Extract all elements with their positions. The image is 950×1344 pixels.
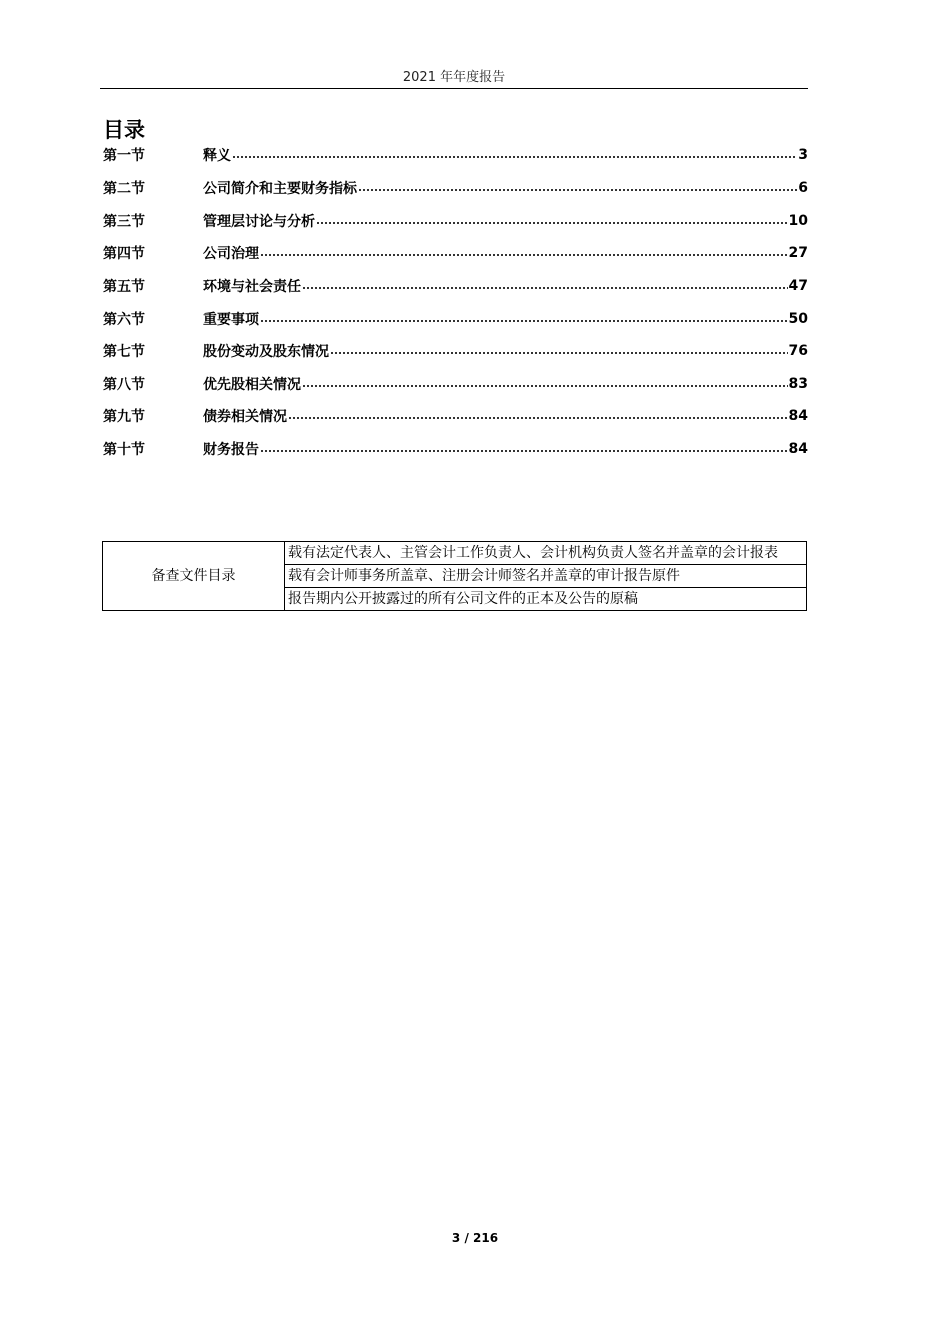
toc-section-number: 第一节 (103, 148, 145, 164)
toc-title: 目录 (103, 118, 145, 142)
toc-section-label: 环境与社会责任 (203, 279, 301, 295)
toc-entry-10[interactable] (103, 436, 808, 462)
toc-entry-2[interactable] (103, 175, 808, 201)
toc-section-label: 管理层讨论与分析 (203, 214, 315, 230)
toc-dot-leader (302, 382, 788, 390)
toc-section-label: 财务报告 (203, 442, 259, 458)
toc-section-number: 第六节 (103, 312, 145, 328)
toc-section-label: 重要事项 (203, 312, 259, 328)
toc-entry-4[interactable] (103, 240, 808, 266)
toc-section-number: 第五节 (103, 279, 145, 295)
toc-page-number: 6 (798, 180, 808, 196)
toc-dot-leader (302, 284, 788, 292)
reference-table-heading: 备查文件目录 (103, 542, 285, 611)
toc-entry-5[interactable] (103, 273, 808, 299)
toc-section-number: 第四节 (103, 246, 145, 262)
toc-dot-leader (260, 447, 788, 455)
toc-page-number: 47 (788, 278, 808, 294)
toc-page-number: 10 (788, 213, 808, 229)
toc-section-number: 第三节 (103, 214, 145, 230)
header-divider (100, 88, 808, 89)
toc-dot-leader (316, 219, 788, 227)
toc-page-number: 84 (788, 408, 808, 424)
toc-page-number: 84 (788, 441, 808, 457)
toc-entry-7[interactable] (103, 338, 808, 364)
toc-page-number: 50 (788, 311, 808, 327)
reference-item: 载有会计师事务所盖章、注册会计师签名并盖章的审计报告原件 (285, 565, 807, 588)
toc-page-number: 83 (788, 376, 808, 392)
toc-entry-9[interactable] (103, 403, 808, 429)
toc-page-number: 76 (788, 343, 808, 359)
toc-entry-1[interactable] (103, 142, 808, 168)
toc-section-label: 公司简介和主要财务指标 (203, 181, 357, 197)
page-header: 2021 年年度报告 (402, 70, 506, 85)
toc-dot-leader (330, 349, 788, 357)
toc-dot-leader (288, 414, 788, 422)
toc-section-label: 公司治理 (203, 246, 259, 262)
toc-section-number: 第七节 (103, 344, 145, 360)
toc-section-number: 第十节 (103, 442, 145, 458)
toc-section-label: 债券相关情况 (203, 409, 287, 425)
toc-page-number: 27 (788, 245, 808, 261)
toc-dot-leader (260, 251, 788, 259)
toc-section-label: 股份变动及股东情况 (203, 344, 329, 360)
toc-entry-8[interactable] (103, 371, 808, 397)
reference-item: 载有法定代表人、主管会计工作负责人、会计机构负责人签名并盖章的会计报表 (285, 542, 807, 565)
toc-dot-leader (358, 186, 797, 194)
toc-section-label: 释义 (203, 148, 231, 164)
page-number-footer: 3 / 216 (451, 1231, 499, 1245)
toc-page-number: 3 (798, 147, 808, 163)
toc-section-number: 第八节 (103, 377, 145, 393)
toc-section-label: 优先股相关情况 (203, 377, 301, 393)
reference-documents-table (102, 541, 807, 611)
toc-entry-6[interactable] (103, 306, 808, 332)
toc-section-number: 第二节 (103, 181, 145, 197)
reference-item: 报告期内公开披露过的所有公司文件的正本及公告的原稿 (285, 588, 807, 611)
toc-dot-leader (260, 317, 788, 325)
table-row (103, 542, 807, 565)
toc-section-number: 第九节 (103, 409, 145, 425)
toc-dot-leader (232, 153, 797, 161)
toc-entry-3[interactable] (103, 208, 808, 234)
